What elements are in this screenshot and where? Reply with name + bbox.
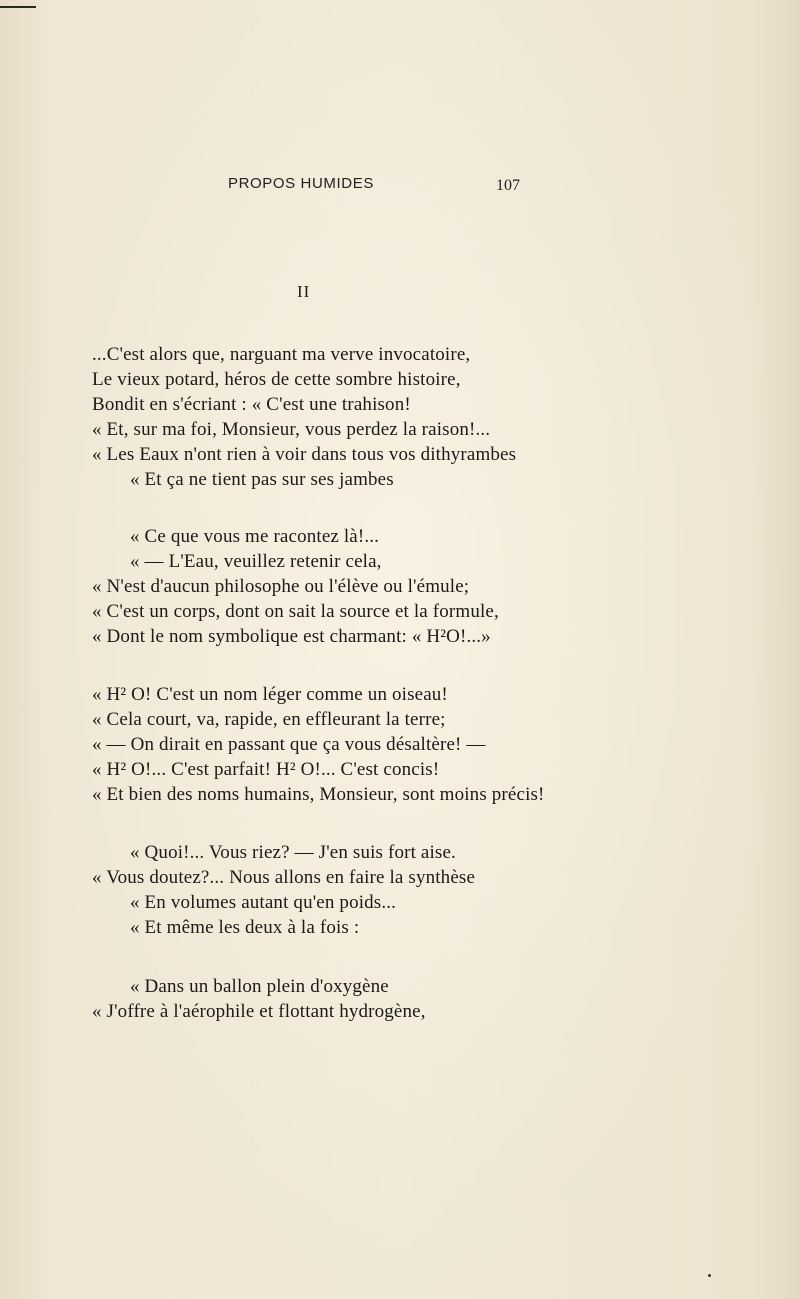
section-number: II [297,282,311,301]
verse-line-10: « C'est un corps, dont on sait la source et la formule, [92,601,499,622]
verse-line-12: « H² O! C'est un nom léger comme un oiseau! [92,684,448,705]
verse-line-9: « N'est d'aucun philosophe ou l'élève ou l'émule; [92,576,470,597]
verse-line-11: « Dont le nom symbolique est charmant: « H²O!...» [92,626,491,647]
verse-line-17: « Quoi!... Vous riez? — J'en suis fort aise. [130,842,456,863]
verse-line-21: « Dans un ballon plein d'oxygène [130,976,389,997]
verse-line-7: « Ce que vous me racontez là!... [130,526,380,547]
verse-line-16: « Et bien des noms humains, Monsieur, sont moins précis! [92,784,545,805]
verse-line-3: Bondit en s'écriant : « C'est une trahison! [92,394,411,415]
verse-line-6: « Et ça ne tient pas sur ses jambes [130,469,394,490]
verse-line-4: « Et, sur ma foi, Monsieur, vous perdez la raison!... [92,419,491,440]
verse-line-14: « — On dirait en passant que ça vous désaltère! — [92,734,486,755]
verse-line-15: « H² O!... C'est parfait! H² O!... C'est concis! [92,759,440,780]
page-edge-rule [0,6,36,8]
running-title: PROPOS HUMIDES [228,175,374,192]
verse-line-1: ...C'est alors que, narguant ma verve invocatoire, [92,344,471,365]
page-number: 107 [496,177,520,194]
verse-line-13: « Cela court, va, rapide, en effleurant la terre; [92,709,446,730]
ink-speck [708,1274,711,1277]
verse-line-2: Le vieux potard, héros de cette sombre histoire, [92,369,461,390]
verse-line-18: « Vous doutez?... Nous allons en faire la synthèse [92,867,476,888]
verse-line-5: « Les Eaux n'ont rien à voir dans tous vos dithyrambes [92,444,517,465]
verse-line-20: « Et même les deux à la fois : [130,917,360,938]
verse-line-22: « J'offre à l'aérophile et flottant hydrogène, [92,1001,426,1022]
verse-line-8: « — L'Eau, veuillez retenir cela, [130,551,382,572]
verse-line-19: « En volumes autant qu'en poids... [130,892,397,913]
